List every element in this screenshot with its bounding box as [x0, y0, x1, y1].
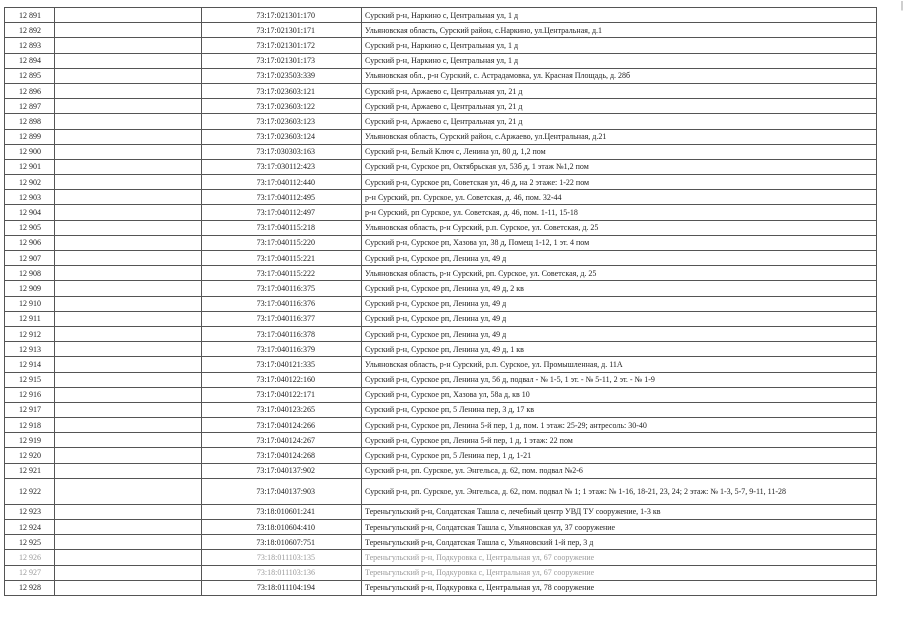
table-row	[5, 342, 877, 357]
cadastral-number-cell: 73:17:040116:376	[202, 296, 362, 311]
cadastral-number-cell: 73:18:011103:135	[202, 550, 362, 565]
address-cell: Тереньгульский р-н, Солдатская Ташла с, Ульяновский 1-й пер, 3 д	[362, 535, 877, 550]
address-cell: Сурский р-н, Наркино с, Центральная ул, 1 д	[362, 53, 877, 68]
blank-cell	[55, 357, 202, 372]
blank-cell	[55, 402, 202, 417]
row-number-cell: 12 917	[5, 402, 55, 417]
table-row	[5, 251, 877, 266]
row-number-cell: 12 898	[5, 114, 55, 129]
table-row	[5, 326, 877, 341]
address-cell: Тереньгульский р-н, Подкуровка с, Центральная ул, 67 сооружение	[362, 565, 877, 580]
address-cell: Ульяновская область, Сурский район, с.Наркино, ул.Центральная, д.1	[362, 23, 877, 38]
table-row	[5, 535, 877, 550]
table-row	[5, 296, 877, 311]
cadastral-number-cell: 73:17:040122:171	[202, 387, 362, 402]
cadastral-number-cell: 73:17:021301:173	[202, 53, 362, 68]
blank-cell	[55, 190, 202, 205]
blank-cell	[55, 342, 202, 357]
address-cell: Сурский р-н, Сурское рп, Ленина ул, 49 д	[362, 296, 877, 311]
cadastral-number-cell: 73:18:010601:241	[202, 504, 362, 519]
cadastral-number-cell: 73:17:040121:335	[202, 357, 362, 372]
address-cell: Сурский р-н, Сурское рп, 5 Ленина пер, 3 д, 17 кв	[362, 402, 877, 417]
row-number-cell: 12 924	[5, 520, 55, 535]
cadastral-number-cell: 73:17:040124:268	[202, 448, 362, 463]
address-cell: Сурский р-н, рп. Сурское, ул. Энгельса, д. 62, пом. подвал № 1; 1 этаж: № 1-16, 18-21, 23, 24; 2 этаж: № 1-3, 5-7, 9-11, 11-28	[362, 478, 877, 504]
table-row	[5, 190, 877, 205]
row-number-cell: 12 915	[5, 372, 55, 387]
address-cell: р-н Сурский, рп. Сурское, ул. Советская, д. 46, пом. 32-44	[362, 190, 877, 205]
cadastral-number-cell: 73:17:030112:423	[202, 159, 362, 174]
table-row	[5, 114, 877, 129]
blank-cell	[55, 296, 202, 311]
address-cell: Сурский р-н, Сурское рп, Ленина ул, 49 д	[362, 326, 877, 341]
row-number-cell: 12 918	[5, 418, 55, 433]
table-row	[5, 205, 877, 220]
row-number-cell: 12 911	[5, 311, 55, 326]
row-number-cell: 12 892	[5, 23, 55, 38]
address-cell: Сурский р-н, рп. Сурское, ул. Энгельса, д. 62, пом. подвал №2-6	[362, 463, 877, 478]
table-row	[5, 433, 877, 448]
row-number-cell: 12 910	[5, 296, 55, 311]
row-number-cell: 12 914	[5, 357, 55, 372]
blank-cell	[55, 520, 202, 535]
address-cell: Сурский р-н, Сурское рп, Хазова ул, 58а д, кв 10	[362, 387, 877, 402]
row-number-cell: 12 897	[5, 99, 55, 114]
blank-cell	[55, 8, 202, 23]
blank-cell	[55, 38, 202, 53]
table-row	[5, 372, 877, 387]
address-cell: Ульяновская область, Сурский район, с.Аржаево, ул.Центральная, д.21	[362, 129, 877, 144]
cadastral-number-cell: 73:17:040137:903	[202, 478, 362, 504]
cadastral-number-cell: 73:17:023603:123	[202, 114, 362, 129]
address-cell: Сурский р-н, Сурское рп, Ленина ул, 49 д, 2 кв	[362, 281, 877, 296]
cadastral-number-cell: 73:17:040124:266	[202, 418, 362, 433]
table-body	[5, 8, 877, 596]
table-row	[5, 550, 877, 565]
cadastral-number-cell: 73:17:040115:222	[202, 266, 362, 281]
property-register-table	[4, 7, 877, 596]
table-row	[5, 520, 877, 535]
row-number-cell: 12 905	[5, 220, 55, 235]
cadastral-number-cell: 73:17:040112:440	[202, 175, 362, 190]
row-number-cell: 12 909	[5, 281, 55, 296]
cadastral-number-cell: 73:17:040122:160	[202, 372, 362, 387]
cadastral-number-cell: 73:17:021301:171	[202, 23, 362, 38]
table-row	[5, 387, 877, 402]
row-number-cell: 12 926	[5, 550, 55, 565]
cadastral-number-cell: 73:17:021301:170	[202, 8, 362, 23]
row-number-cell: 12 913	[5, 342, 55, 357]
address-cell: Ульяновская область, р-н Сурский, р.п. Сурское, ул. Советская, д. 25	[362, 220, 877, 235]
row-number-cell: 12 912	[5, 326, 55, 341]
address-cell: р-н Сурский, рп Сурское, ул. Советская, д. 46, пом. 1-11, 15-18	[362, 205, 877, 220]
table-row	[5, 311, 877, 326]
address-cell: Сурский р-н, Сурское рп, Советская ул, 46 д, на 2 этаже: 1-22 пом	[362, 175, 877, 190]
cadastral-number-cell: 73:17:040115:220	[202, 235, 362, 250]
table-row	[5, 235, 877, 250]
blank-cell	[55, 326, 202, 341]
table-row	[5, 53, 877, 68]
blank-cell	[55, 53, 202, 68]
table-row	[5, 8, 877, 23]
blank-cell	[55, 372, 202, 387]
blank-cell	[55, 281, 202, 296]
row-number-cell: 12 906	[5, 235, 55, 250]
blank-cell	[55, 565, 202, 580]
blank-cell	[55, 448, 202, 463]
cadastral-number-cell: 73:17:023503:339	[202, 68, 362, 83]
address-cell: Сурский р-н, Наркино с, Центральная ул, 1 д	[362, 8, 877, 23]
address-cell: Ульяновская область, р-н Сурский, рп. Сурское, ул. Советская, д. 25	[362, 266, 877, 281]
table-row	[5, 129, 877, 144]
row-number-cell: 12 923	[5, 504, 55, 519]
table-row	[5, 220, 877, 235]
cadastral-number-cell: 73:17:021301:172	[202, 38, 362, 53]
cadastral-number-cell: 73:17:040116:377	[202, 311, 362, 326]
cadastral-number-cell: 73:18:010607:751	[202, 535, 362, 550]
table-row	[5, 68, 877, 83]
cadastral-number-cell: 73:17:040116:378	[202, 326, 362, 341]
row-number-cell: 12 927	[5, 565, 55, 580]
address-cell: Сурский р-н, Сурское рп, Октябрьская ул, 53б д, 1 этаж №1,2 пом	[362, 159, 877, 174]
cadastral-number-cell: 73:17:040116:379	[202, 342, 362, 357]
row-number-cell: 12 907	[5, 251, 55, 266]
blank-cell	[55, 99, 202, 114]
table-row	[5, 159, 877, 174]
table-row	[5, 83, 877, 98]
blank-cell	[55, 266, 202, 281]
address-cell: Сурский р-н, Сурское рп, Ленина ул, 49 д	[362, 251, 877, 266]
row-number-cell: 12 904	[5, 205, 55, 220]
cadastral-number-cell: 73:17:023603:121	[202, 83, 362, 98]
address-cell: Ульяновская область, р-н Сурский, р.п. Сурское, ул. Промышленная, д. 11А	[362, 357, 877, 372]
cadastral-number-cell: 73:17:030303:163	[202, 144, 362, 159]
row-number-cell: 12 893	[5, 38, 55, 53]
blank-cell	[55, 311, 202, 326]
blank-cell	[55, 114, 202, 129]
blank-cell	[55, 251, 202, 266]
address-cell: Ульяновская обл., р-н Сурский, с. Астрадамовка, ул. Красная Площадь, д. 28б	[362, 68, 877, 83]
address-cell: Сурский р-н, Аржаево с, Центральная ул, 21 д	[362, 114, 877, 129]
table-row	[5, 357, 877, 372]
cadastral-number-cell: 73:17:040124:267	[202, 433, 362, 448]
cadastral-number-cell: 73:17:023603:122	[202, 99, 362, 114]
table-row	[5, 402, 877, 417]
address-cell: Сурский р-н, Сурское рп, Ленина 5-й пер, 1 д, 1 этаж: 22 пом	[362, 433, 877, 448]
address-cell: Сурский р-н, Сурское рп, Ленина ул, 49 д	[362, 311, 877, 326]
blank-cell	[55, 550, 202, 565]
blank-cell	[55, 580, 202, 595]
row-number-cell: 12 899	[5, 129, 55, 144]
blank-cell	[55, 83, 202, 98]
cadastral-number-cell: 73:17:040116:375	[202, 281, 362, 296]
row-number-cell: 12 896	[5, 83, 55, 98]
table-row	[5, 580, 877, 595]
address-cell: Тереньгульский р-н, Подкуровка с, Центральная ул, 78 сооружение	[362, 580, 877, 595]
table-row	[5, 504, 877, 519]
address-cell: Сурский р-н, Сурское рп, Ленина 5-й пер, 1 д, пом. 1 этаж: 25-29; антресоль: 30-40	[362, 418, 877, 433]
page-edge-mark: |	[900, 0, 903, 11]
row-number-cell: 12 916	[5, 387, 55, 402]
cadastral-number-cell: 73:18:011104:194	[202, 580, 362, 595]
address-cell: Сурский р-н, Сурское рп, 5 Ленина пер, 1 д, 1-21	[362, 448, 877, 463]
blank-cell	[55, 504, 202, 519]
row-number-cell: 12 921	[5, 463, 55, 478]
row-number-cell: 12 894	[5, 53, 55, 68]
address-cell: Тереньгульский р-н, Солдатская Ташла с, лечебный центр УВД ТУ сооружение, 1-3 кв	[362, 504, 877, 519]
table-row	[5, 38, 877, 53]
row-number-cell: 12 922	[5, 478, 55, 504]
cadastral-number-cell: 73:18:011103:136	[202, 565, 362, 580]
row-number-cell: 12 919	[5, 433, 55, 448]
blank-cell	[55, 129, 202, 144]
address-cell: Сурский р-н, Аржаево с, Центральная ул, 21 д	[362, 83, 877, 98]
address-cell: Сурский р-н, Наркино с, Центральная ул, 1 д	[362, 38, 877, 53]
blank-cell	[55, 159, 202, 174]
blank-cell	[55, 418, 202, 433]
blank-cell	[55, 433, 202, 448]
cadastral-number-cell: 73:17:040137:902	[202, 463, 362, 478]
address-cell: Сурский р-н, Аржаево с, Центральная ул, 21 д	[362, 99, 877, 114]
address-cell: Тереньгульский р-н, Солдатская Ташла с, Ульяновская ул, 37 сооружение	[362, 520, 877, 535]
cadastral-number-cell: 73:17:040112:495	[202, 190, 362, 205]
blank-cell	[55, 535, 202, 550]
row-number-cell: 12 901	[5, 159, 55, 174]
blank-cell	[55, 235, 202, 250]
cadastral-number-cell: 73:17:040115:221	[202, 251, 362, 266]
row-number-cell: 12 902	[5, 175, 55, 190]
blank-cell	[55, 387, 202, 402]
table-row	[5, 144, 877, 159]
table-row	[5, 463, 877, 478]
row-number-cell: 12 903	[5, 190, 55, 205]
row-number-cell: 12 920	[5, 448, 55, 463]
address-cell: Сурский р-н, Сурское рп, Ленина ул, 49 д, 1 кв	[362, 342, 877, 357]
cadastral-number-cell: 73:17:040112:497	[202, 205, 362, 220]
blank-cell	[55, 220, 202, 235]
row-number-cell: 12 908	[5, 266, 55, 281]
address-cell: Тереньгульский р-н, Подкуровка с, Центральная ул, 67 сооружение	[362, 550, 877, 565]
blank-cell	[55, 175, 202, 190]
blank-cell	[55, 478, 202, 504]
row-number-cell: 12 895	[5, 68, 55, 83]
address-cell: Сурский р-н, Сурское рп, Ленина ул, 56 д, подвал - № 1-5, 1 эт. - № 5-11, 2 эт. - № 1-9	[362, 372, 877, 387]
cadastral-number-cell: 73:18:010604:410	[202, 520, 362, 535]
table-row	[5, 99, 877, 114]
row-number-cell: 12 928	[5, 580, 55, 595]
blank-cell	[55, 68, 202, 83]
table-row	[5, 565, 877, 580]
cadastral-number-cell: 73:17:040123:265	[202, 402, 362, 417]
address-cell: Сурский р-н, Белый Ключ с, Ленина ул, 80 д, 1,2 пом	[362, 144, 877, 159]
table-row	[5, 175, 877, 190]
blank-cell	[55, 205, 202, 220]
table-row	[5, 418, 877, 433]
blank-cell	[55, 144, 202, 159]
blank-cell	[55, 23, 202, 38]
cadastral-number-cell: 73:17:040115:218	[202, 220, 362, 235]
cadastral-number-cell: 73:17:023603:124	[202, 129, 362, 144]
document-page	[4, 7, 876, 596]
row-number-cell: 12 925	[5, 535, 55, 550]
row-number-cell: 12 891	[5, 8, 55, 23]
table-row	[5, 448, 877, 463]
table-row	[5, 23, 877, 38]
address-cell: Сурский р-н, Сурское рп, Хазова ул, 38 д, Помещ 1-12, 1 эт. 4 пом	[362, 235, 877, 250]
row-number-cell: 12 900	[5, 144, 55, 159]
blank-cell	[55, 463, 202, 478]
table-row	[5, 281, 877, 296]
table-row	[5, 478, 877, 504]
table-row	[5, 266, 877, 281]
